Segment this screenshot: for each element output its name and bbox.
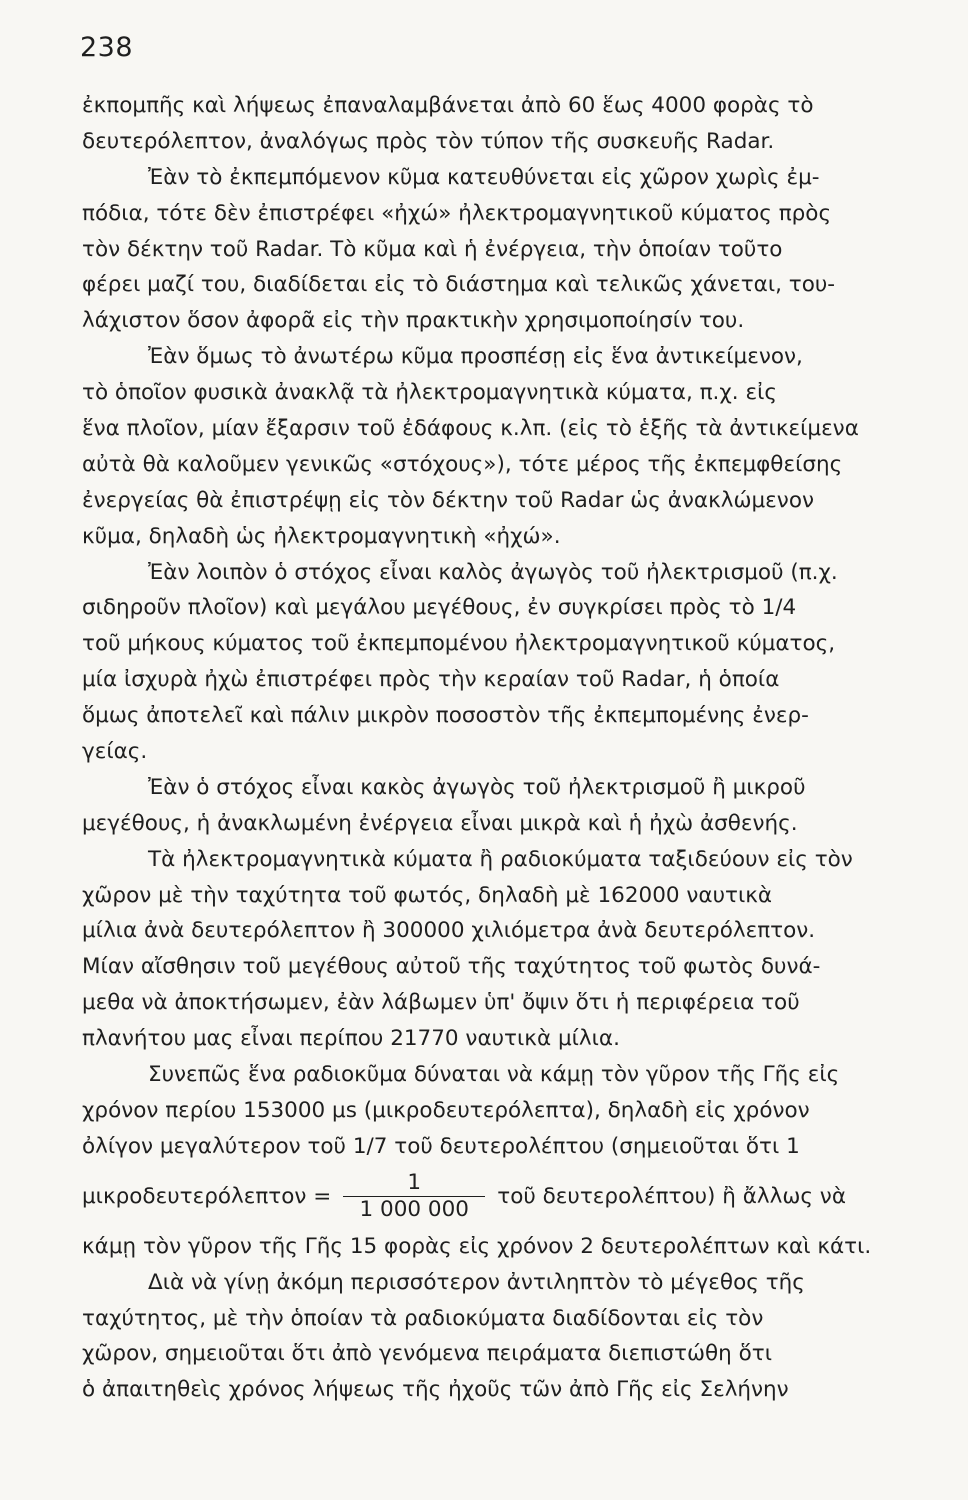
- text-line: τὸ ὁποῖον φυσικὰ ἀνακλᾷ τὰ ἠλεκτρομαγνητικὰ κύματα, π.χ. εἰς: [82, 380, 777, 406]
- text-line: μία ἰσχυρὰ ἠχὼ ἐπιστρέφει πρὸς τὴν κεραίαν τοῦ Radar, ἡ ὁποία: [82, 667, 780, 693]
- paragraph-start-line: Διὰ νὰ γίνῃ ἀκόμη περισσότερον ἀντιληπτὸν τὸ μέγεθος τῆς: [148, 1269, 805, 1295]
- text-line: σιδηροῦν πλοῖον) καὶ μεγάλου μεγέθους, ἐν συγκρίσει πρὸς τὸ 1/4: [82, 595, 797, 621]
- text-line: μεγέθους, ἡ ἀνακλωμένη ἐνέργεια εἶναι μικρὰ καὶ ἡ ἠχὼ ἀσθενής.: [82, 810, 798, 836]
- text-line: Μίαν αἴσθησιν τοῦ μεγέθους αὐτοῦ τῆς ταχύτητος τοῦ φωτὸς δυνά-: [82, 954, 821, 980]
- text-line: πλανήτου μας εἶναι περίπου 21770 ναυτικὰ μίλια.: [82, 1026, 620, 1052]
- text-line: μεθα νὰ ἀποκτήσωμεν, ἐὰν λάβωμεν ὑπ' ὄψιν ὅτι ἡ περιφέρεια τοῦ: [82, 990, 800, 1016]
- body-text: [82, 88, 928, 1408]
- paragraph-start-line: Τὰ ἠλεκτρομαγνητικὰ κύματα ἢ ραδιοκύματα ταξιδεύουν εἰς τὸν: [148, 846, 853, 872]
- text-line: κῦμα, δηλαδὴ ὡς ἠλεκτρομαγνητικὴ «ἠχώ».: [82, 523, 561, 549]
- text-line: χῶρον, σημειοῦται ὅτι ἀπὸ γενόμενα πειράματα διεπιστώθη ὅτι: [82, 1341, 772, 1367]
- fraction-denominator: 1 000 000: [343, 1196, 485, 1223]
- text-line: ἕνα πλοῖον, μίαν ἔξαρσιν τοῦ ἐδάφους κ.λπ. (εἰς τὸ ἑξῆς τὰ ἀντικείμενα: [82, 416, 859, 442]
- text-line: ὅμως ἀποτελεῖ καὶ πάλιν μικρὸν ποσοστὸν τῆς ἐκπεμπομένης ἐνερ-: [82, 703, 809, 729]
- text-line: αὐτὰ θὰ καλοῦμεν γενικῶς «στόχους»), τότε μέρος τῆς ἐκπεμφθείσης: [82, 451, 843, 477]
- fraction-left-text: μικροδευτερόλεπτον =: [82, 1183, 332, 1209]
- fraction-numerator: 1: [407, 1170, 422, 1196]
- text-line: λάχιστον ὅσον ἀφορᾶ εἰς τὴν πρακτικὴν χρησιμοποίησίν του.: [82, 308, 745, 334]
- fraction-right-text: τοῦ δευτερολέπτου) ἢ ἄλλως νὰ: [497, 1183, 846, 1209]
- text-line: ἐκπομπῆς καὶ λήψεως ἐπαναλαμβάνεται ἀπὸ 60 ἕως 4000 φορὰς τὸ: [82, 93, 814, 118]
- text-line: χῶρον μὲ τὴν ταχύτητα τοῦ φωτός, δηλαδὴ μὲ 162000 ναυτικὰ: [82, 882, 773, 908]
- paragraph-start-line: Ἐὰν ὅμως τὸ ἀνωτέρω κῦμα προσπέσῃ εἰς ἕνα ἀντικείμενον,: [148, 344, 803, 370]
- text-line: κάμῃ τὸν γῦρον τῆς Γῆς 15 φορὰς εἰς χρόνον 2 δευτερολέπτων καὶ κάτι.: [82, 1233, 872, 1259]
- paragraph-start-line: Ἐὰν ὁ στόχος εἶναι κακὸς ἀγωγὸς τοῦ ἠλεκτρισμοῦ ἢ μικροῦ: [148, 774, 806, 800]
- text-line: φέρει μαζί του, διαδίδεται εἰς τὸ διάστημα καὶ τελικῶς χάνεται, του-: [82, 272, 836, 298]
- page-number: 238: [80, 32, 134, 63]
- text-line: ὀλίγον μεγαλύτερον τοῦ 1/7 τοῦ δευτερολέπτου (σημειοῦται ὅτι 1: [82, 1133, 800, 1159]
- text-line: γείας.: [82, 739, 148, 765]
- fraction-line: [82, 1165, 928, 1229]
- text-line: δευτερόλεπτον, ἀναλόγως πρὸς τὸν τύπον τῆς συσκευῆς Radar.: [82, 128, 775, 154]
- text-line: τὸν δέκτην τοῦ Radar. Τὸ κῦμα καὶ ἡ ἐνέργεια, τὴν ὁποίαν τοῦτο: [82, 236, 783, 262]
- text-line: τοῦ μήκους κύματος τοῦ ἐκπεμπομένου ἠλεκτρομαγνητικοῦ κύματος,: [82, 631, 836, 657]
- text-line: ταχύτητος, μὲ τὴν ὁποίαν τὰ ραδιοκύματα διαδίδονται εἰς τὸν: [82, 1305, 764, 1331]
- paragraph-start-line: Συνεπῶς ἕνα ραδιοκῦμα δύναται νὰ κάμῃ τὸν γῦρον τῆς Γῆς εἰς: [148, 1062, 840, 1088]
- text-line: ἐνεργείας θὰ ἐπιστρέψῃ εἰς τὸν δέκτην τοῦ Radar ὡς ἀνακλώμενον: [82, 487, 814, 513]
- text-line: πόδια, τότε δὲν ἐπιστρέφει «ἠχώ» ἠλεκτρομαγνητικοῦ κύματος πρὸς: [82, 200, 832, 226]
- fraction: [343, 1170, 485, 1223]
- paragraph-start-line: Ἐὰν τὸ ἐκπεμπόμενον κῦμα κατευθύνεται εἰς χῶρον χωρὶς ἐμ-: [148, 164, 820, 190]
- text-line: μίλια ἀνὰ δευτερόλεπτον ἢ 300000 χιλιόμετρα ἀνὰ δευτερόλεπτον.: [82, 918, 816, 944]
- text-line: ὁ ἀπαιτηθεὶς χρόνος λήψεως τῆς ἠχοῦς τῶν ἀπὸ Γῆς εἰς Σελήνην: [82, 1377, 789, 1403]
- paragraph-start-line: Ἐὰν λοιπὸν ὁ στόχος εἶναι καλὸς ἀγωγὸς τοῦ ἠλεκτρισμοῦ (π.χ.: [148, 559, 838, 585]
- text-line: χρόνον περίου 153000 μs (μικροδευτερόλεπτα), δηλαδὴ εἰς χρόνον: [82, 1097, 810, 1123]
